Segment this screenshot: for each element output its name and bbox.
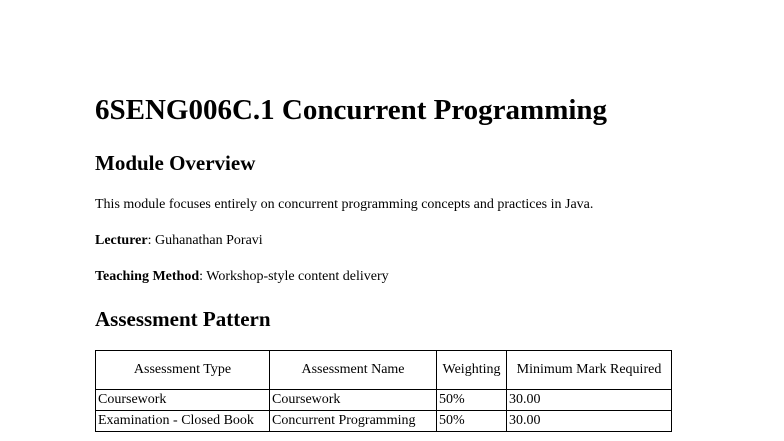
cell-weighting: 50% [437,411,507,432]
lecturer-line [95,233,263,249]
table-row [96,390,672,411]
page-title: 6SENG006C.1 Concurrent Programming [95,94,608,126]
lecturer-value: : Guhanathan Poravi [147,233,263,248]
cell-assessment-name: Concurrent Programming [270,411,437,432]
header-assessment-name: Assessment Name [270,351,437,390]
cell-minimum-mark: 30.00 [507,411,672,432]
cell-assessment-type: Examination - Closed Book [96,411,270,432]
lecturer-label: Lecturer [95,233,148,248]
header-minimum-mark: Minimum Mark Required [507,351,672,390]
assessment-pattern-heading: Assessment Pattern [95,307,271,331]
teaching-method-label: Teaching Method [95,269,200,284]
teaching-method-value: : Workshop-style content delivery [199,269,389,284]
cell-assessment-type: Coursework [96,390,270,411]
header-assessment-type: Assessment Type [96,351,270,390]
teaching-method-line [95,269,389,285]
table-header-row [96,351,672,390]
module-overview-heading: Module Overview [95,151,256,175]
cell-minimum-mark: 30.00 [507,390,672,411]
assessment-table [95,350,672,432]
table-row [96,411,672,432]
module-description: This module focuses entirely on concurrent programming concepts and practices in Java. [95,197,594,212]
cell-weighting: 50% [437,390,507,411]
header-weighting: Weighting [437,351,507,390]
cell-assessment-name: Coursework [270,390,437,411]
